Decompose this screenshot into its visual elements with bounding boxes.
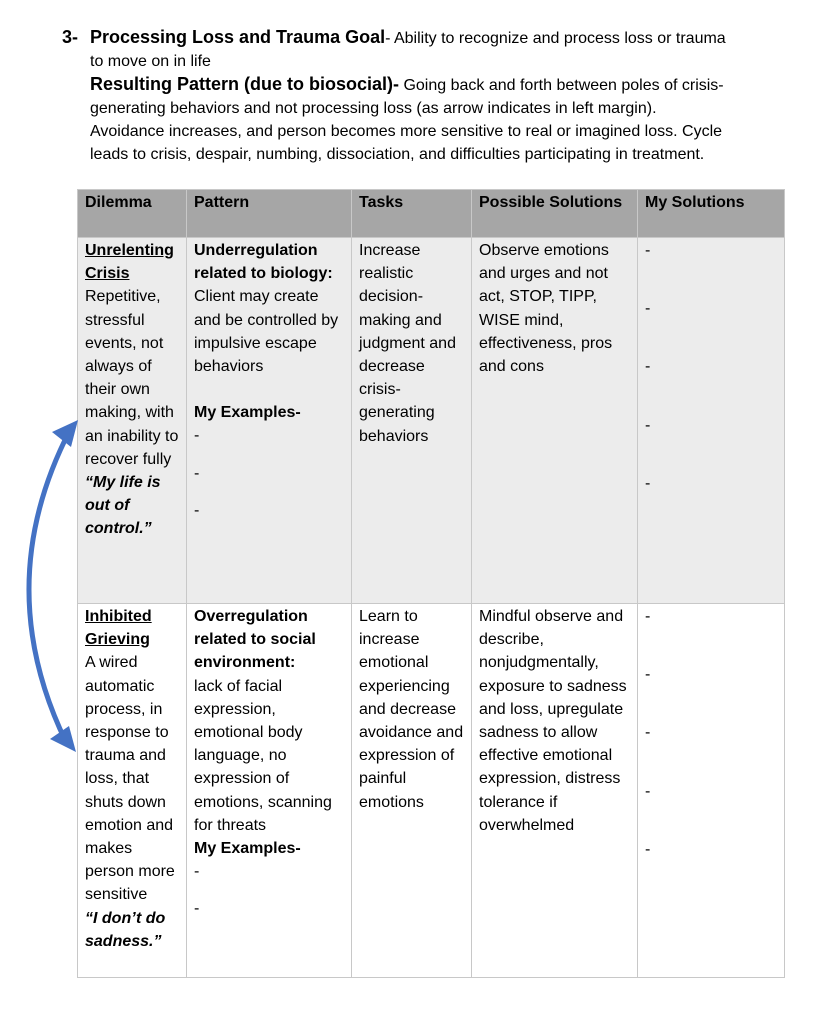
header-my-solutions: My Solutions — [638, 190, 785, 238]
my-examples-label: My Examples- — [194, 404, 301, 422]
dilemma-cell — [78, 238, 187, 604]
section-number: 3- — [62, 27, 79, 47]
my-solution-entry: - — [645, 724, 651, 742]
goal-title: Processing Loss and Trauma Goal — [90, 27, 386, 47]
my-solutions-cell — [638, 238, 785, 604]
pattern-cell — [187, 238, 352, 604]
my-solution-entry: - — [645, 666, 651, 684]
my-solution-entry: - — [645, 416, 651, 434]
pattern-description: lack of facial expression, emotional body language, no expression of emotions, scanning for threats — [194, 677, 332, 834]
example-entry: - — [194, 863, 200, 881]
goal-line-2: to move on in life — [90, 53, 211, 70]
pattern-line-2: generating behaviors and not processing loss (as arrow indicates in left margin). — [90, 100, 657, 117]
pattern-cell — [187, 604, 352, 978]
pattern-title: Resulting Pattern (due to biosocial)- — [90, 74, 400, 94]
goal-line-1 — [62, 26, 782, 50]
my-solutions-cell — [638, 604, 785, 978]
my-examples-label: My Examples- — [194, 840, 301, 858]
possible-solutions-cell: Mindful observe and describe, nonjudgmentally, exposure to sadness and loss, upregulate sadness to allow effective emotional expression, distress tolerance if overwhelmed — [472, 604, 638, 978]
table-header-row — [78, 190, 785, 238]
header-possible-solutions: Possible Solutions — [472, 190, 638, 238]
header-tasks: Tasks — [352, 190, 472, 238]
my-solution-entry: - — [645, 608, 651, 625]
my-solution-entry: - — [645, 840, 651, 858]
dilemma-quote: “I don’t do sadness.” — [85, 909, 166, 950]
example-entry: - — [194, 427, 200, 445]
dilemma-cell — [78, 604, 187, 978]
example-entry: - — [194, 464, 200, 482]
pattern-description: Going back and forth between poles of crisis- — [399, 77, 724, 94]
pattern-line-4: leads to crisis, despair, numbing, dissociation, and difficulties participating in treatment. — [90, 146, 705, 163]
possible-solutions-cell: Observe emotions and urges and not act, STOP, TIPP, WISE mind, effectiveness, pros and cons — [472, 238, 638, 604]
arrow-head-bottom — [50, 726, 76, 752]
arrow-head-top — [52, 420, 78, 447]
dilemma-quote: “My life is out of control.” — [85, 474, 161, 538]
tasks-cell: Increase realistic decision-making and judgment and decrease crisis-generating behaviors — [352, 238, 472, 604]
my-solution-entry: - — [645, 474, 651, 492]
header-pattern: Pattern — [187, 190, 352, 238]
my-solution-entry: - — [645, 242, 651, 259]
dilemma-description: A wired automatic process, in response to trauma and loss, that shuts down emotion and makes person more sensitive — [85, 654, 175, 904]
my-solution-entry: - — [645, 782, 651, 800]
pattern-line-3: Avoidance increases, and person becomes more sensitive to real or imagined loss. Cycle — [90, 123, 723, 140]
pattern-title: Underregulation related to biology: — [194, 242, 333, 283]
example-entry: - — [194, 501, 200, 519]
example-entry: - — [194, 900, 200, 918]
pattern-description: Client may create and be controlled by impulsive escape behaviors — [194, 288, 339, 376]
my-solution-entry: - — [645, 358, 651, 376]
tasks-cell: Learn to increase emotional experiencing and decrease avoidance and expression of painful emotions — [352, 604, 472, 978]
my-solution-entry: - — [645, 300, 651, 318]
pattern-line-1 — [62, 73, 782, 97]
pattern-title: Overregulation related to social environment: — [194, 608, 316, 672]
dilemma-title: Inhibited Grieving — [85, 608, 152, 649]
dilemma-title: Unrelenting Crisis — [85, 242, 174, 283]
arrow-curve — [29, 430, 70, 742]
table-row — [78, 238, 785, 604]
section-header — [62, 26, 782, 166]
table-row — [78, 604, 785, 978]
dilemma-table — [77, 189, 785, 978]
dilemma-description: Repetitive, stressful events, not always of their own making, with an inability to recover fully — [85, 288, 179, 468]
goal-description: - Ability to recognize and process loss or trauma — [385, 30, 726, 47]
header-dilemma: Dilemma — [78, 190, 187, 238]
